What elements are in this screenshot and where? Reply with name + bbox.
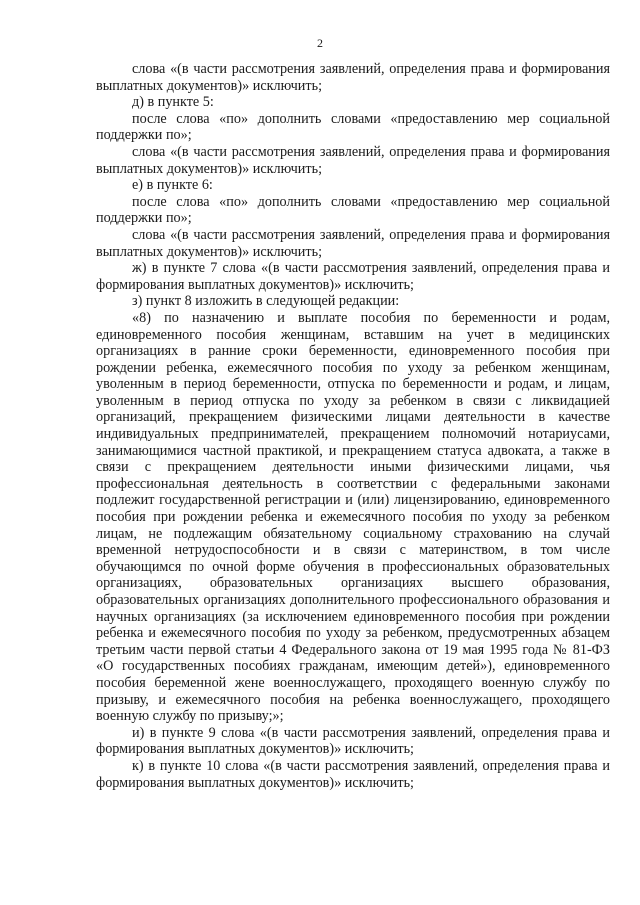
paragraph: после слова «по» дополнить словами «предоставлению мер социальной поддержки по»; [96, 110, 610, 144]
paragraph: е) в пункте 6: [132, 177, 213, 194]
paragraph: слова «(в части рассмотрения заявлений, определения права и формирования выплатных документов)» исключить; [96, 226, 610, 260]
document-body [96, 61, 610, 791]
paragraph: ж) в пункте 7 слова «(в части рассмотрения заявлений, определения права и формирования выплатных документов)» исключить; [96, 260, 610, 293]
paragraph: д) в пункте 5: [132, 94, 214, 111]
paragraph: к) в пункте 10 слова «(в части рассмотрения заявлений, определения права и формирования выплатных документов)» исключить; [96, 757, 610, 791]
paragraph: слова «(в части рассмотрения заявлений, определения права и формирования выплатных документов)» исключить; [96, 143, 610, 177]
paragraph: «8) по назначению и выплате пособия по беременности и родам, единовременного пособия женщинам, вставшим на учет в медицинских организациях в ранние сроки беременности, единовременного пособия при рождении ребенка, ежемесячного пособия по уходу за ребенком женщинам, уволенным в период беременности, отпуска по беременности и родам, и лицам, уволенным в период отпуска по уходу за ребенком в связи с ликвидацией организаций, прекращением физическими лицами деятельности в качестве индивидуальных предпринимателей, прекращением полномочий нотариусами, занимающимися частной практикой, и прекращением статуса адвоката, а также в связи с прекращением деятельности иными физическими лицами, чья профессиональная деятельность в соответствии с федеральными законами подлежит государственной регистрации и (или) лицензированию, единовременного пособия при рождении ребенка и ежемесячного пособия по уходу за ребенком лицам, не подлежащим обязательному социальному страхованию на случай временной нетрудоспособности и в связи с материнством, в том числе обучающимся по очной форме обучения в профессиональных образовательных организациях, образовательных организациях высшего образования, образовательных организациях дополнительного профессионального образования и научных организациях (за исключением единовременного пособия при рождении ребенка и ежемесячного пособия по уходу за ребенком, предусмотренных абзацем третьим части первой статьи 4 Федерального закона от 19 мая 1995 года № 81-ФЗ «О государственных пособиях гражданам, имеющим детей»), единовременного пособия беременной жене военнослужащего, проходящего военную службу по призыву, и ежемесячного пособия на ребенка военнослужащего, проходящего военную службу по призыву;»; [96, 309, 610, 725]
paragraph: з) пункт 8 изложить в следующей редакции: [132, 293, 400, 310]
paragraph: после слова «по» дополнить словами «предоставлению мер социальной поддержки по»; [96, 193, 610, 227]
paragraph: и) в пункте 9 слова «(в части рассмотрения заявлений, определения права и формирования выплатных документов)» исключить; [96, 724, 610, 758]
page-number: 2 [317, 36, 323, 50]
paragraph: слова «(в части рассмотрения заявлений, определения права и формирования выплатных документов)» исключить; [96, 61, 610, 94]
